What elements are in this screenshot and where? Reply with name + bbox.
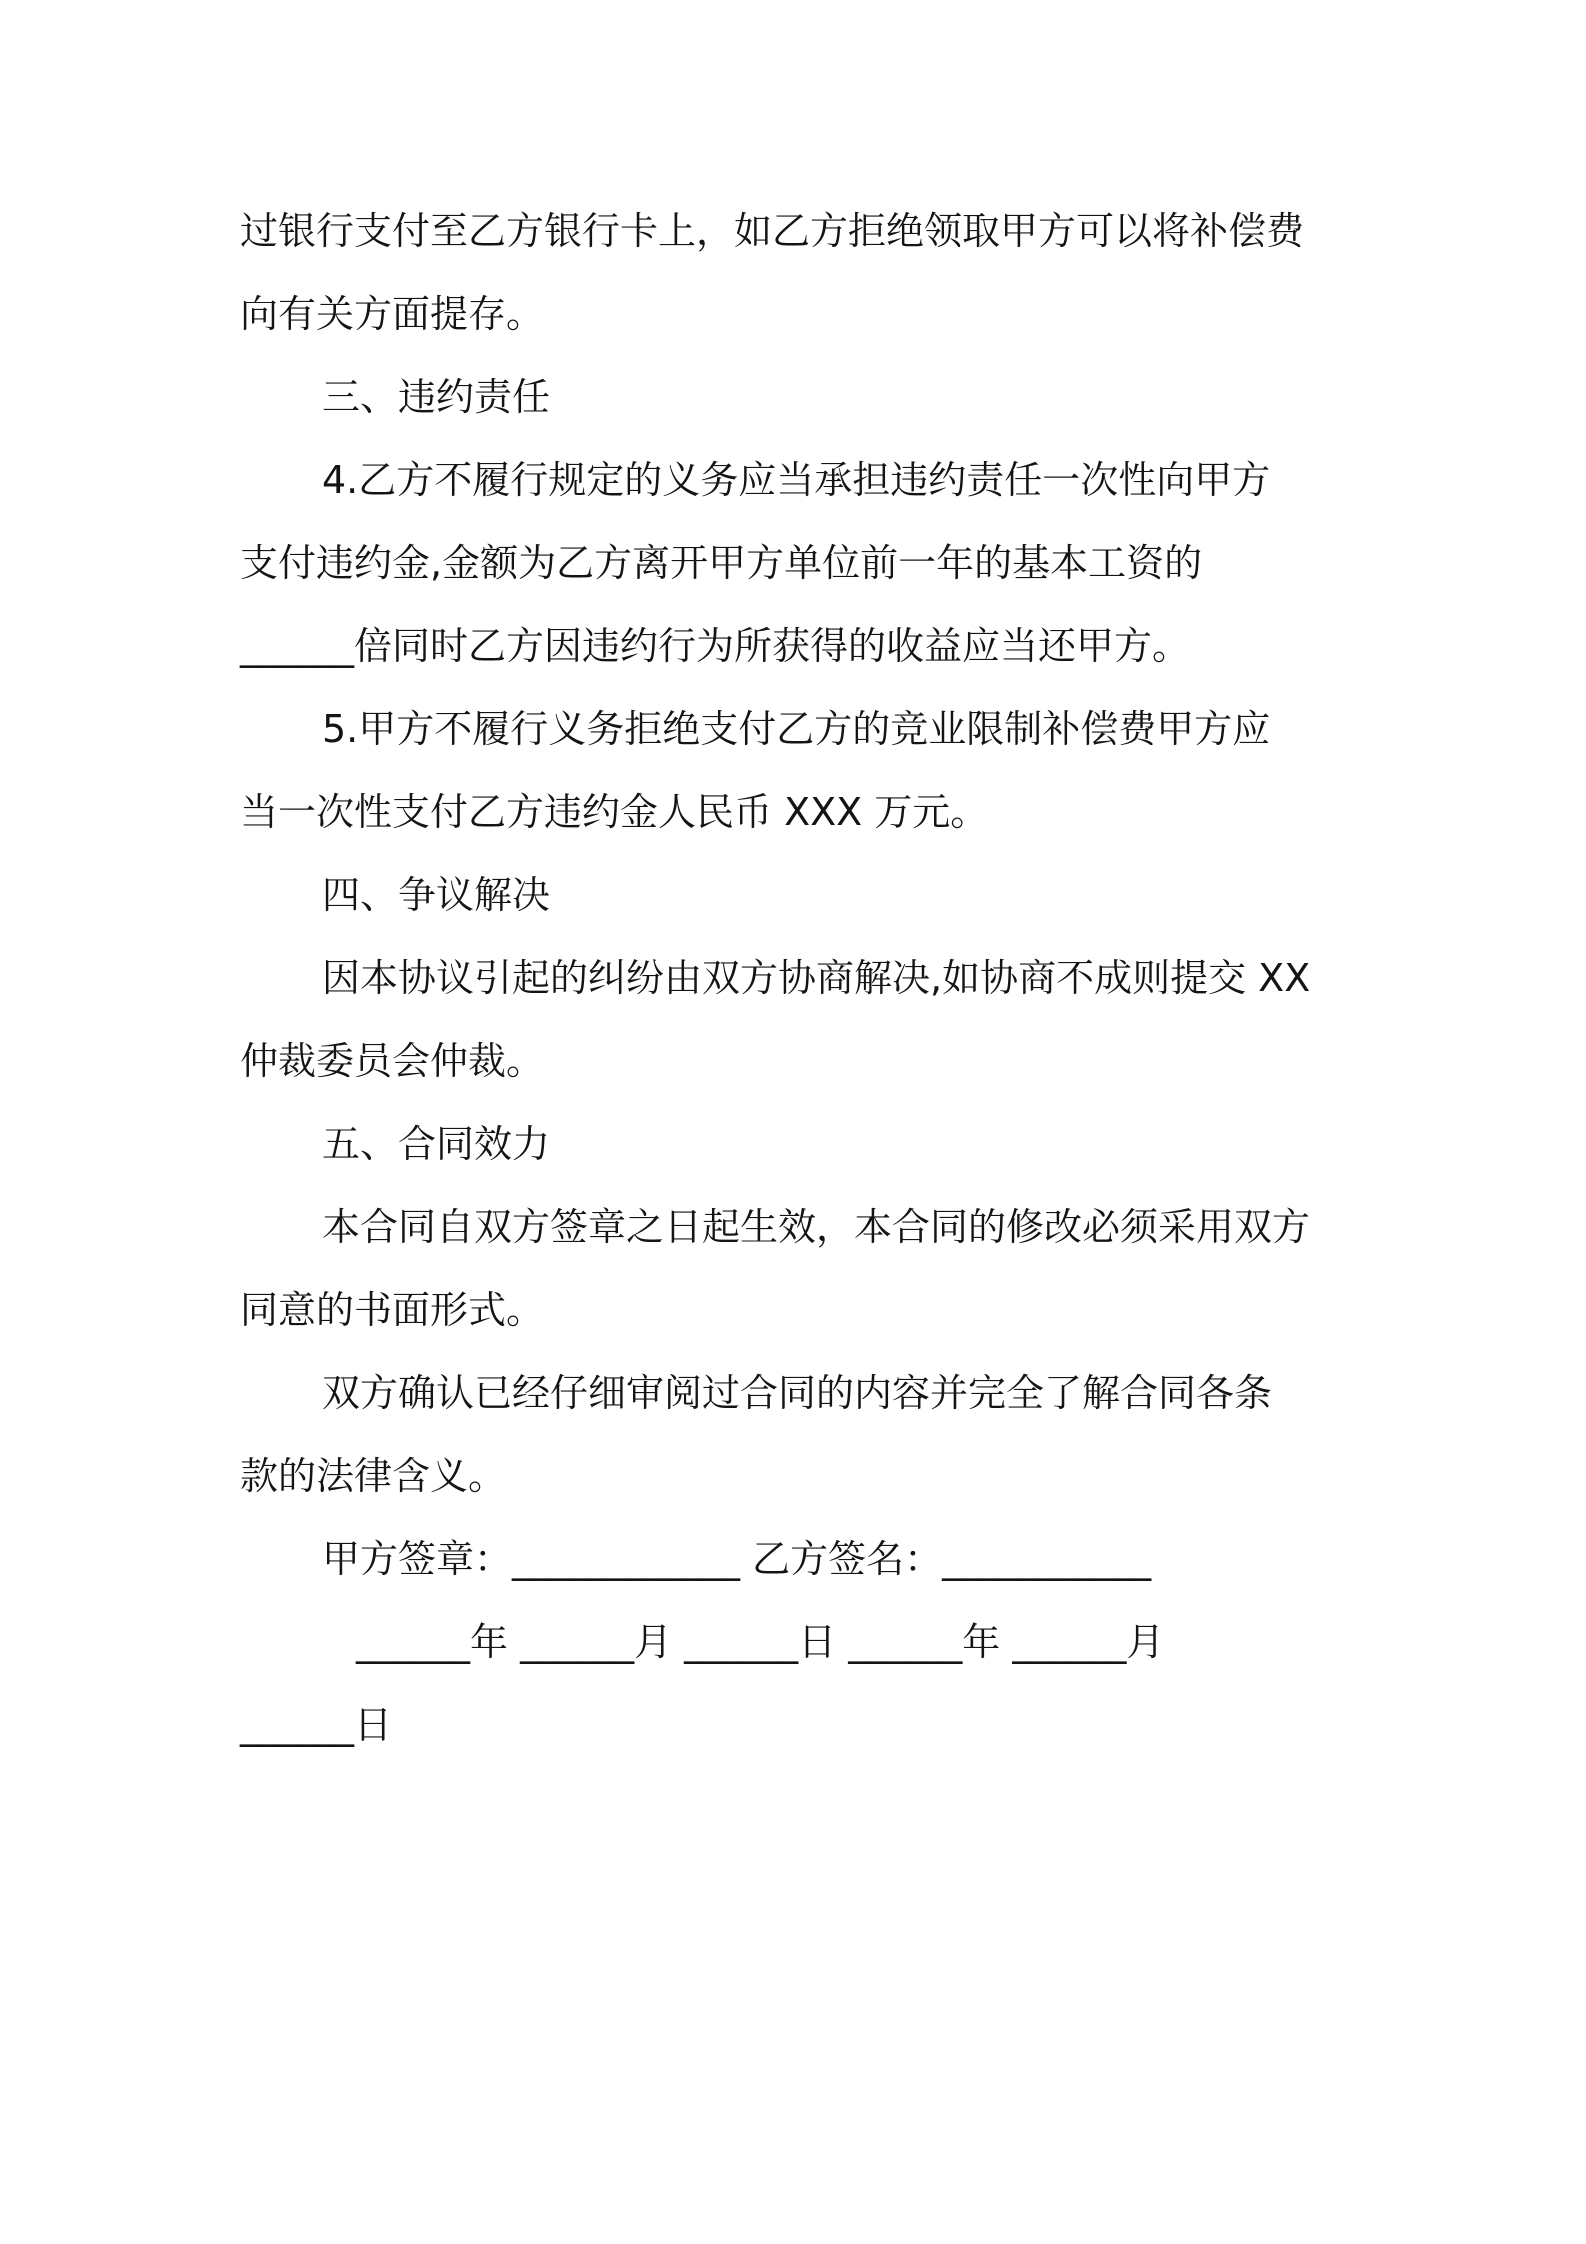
- signature-line: 甲方签章：____________ 乙方签名：___________: [322, 1537, 1152, 1581]
- section-heading: 五、合同效力: [322, 1122, 551, 1166]
- paragraph-line: 本合同自双方签章之日起生效，本合同的修改必须采用双方: [322, 1205, 1311, 1249]
- clause-line: 4.乙方不履行规定的义务应当承担违约责任一次性向甲方: [322, 458, 1271, 502]
- date-line: ______年 ______月 ______日 ______年 ______月: [356, 1620, 1165, 1664]
- paragraph-line: 双方确认已经仔细审阅过合同的内容并完全了解合同各条: [322, 1371, 1273, 1415]
- date-line: ______日: [240, 1703, 393, 1747]
- paragraph-line: 同意的书面形式。: [240, 1288, 545, 1332]
- section-heading: 四、争议解决: [322, 873, 551, 917]
- clause-line: 支付违约金,金额为乙方离开甲方单位前一年的基本工资的: [240, 541, 1203, 585]
- clause-line: 5.甲方不履行义务拒绝支付乙方的竞业限制补偿费甲方应: [322, 707, 1271, 751]
- paragraph-line: 向有关方面提存。: [240, 292, 545, 336]
- paragraph-line: 仲裁委员会仲裁。: [240, 1039, 545, 1083]
- paragraph-line: 因本协议引起的纠纷由双方协商解决,如协商不成则提交 XX: [322, 956, 1311, 1000]
- clause-line: 当一次性支付乙方违约金人民币 XXX 万元。: [240, 790, 989, 834]
- paragraph-line: 款的法律含义。: [240, 1454, 507, 1498]
- section-heading: 三、违约责任: [322, 375, 551, 419]
- clause-line: ______倍同时乙方因违约行为所获得的收益应当还甲方。: [240, 624, 1191, 668]
- paragraph-line: 过银行支付至乙方银行卡上，如乙方拒绝领取甲方可以将补偿费: [240, 209, 1305, 253]
